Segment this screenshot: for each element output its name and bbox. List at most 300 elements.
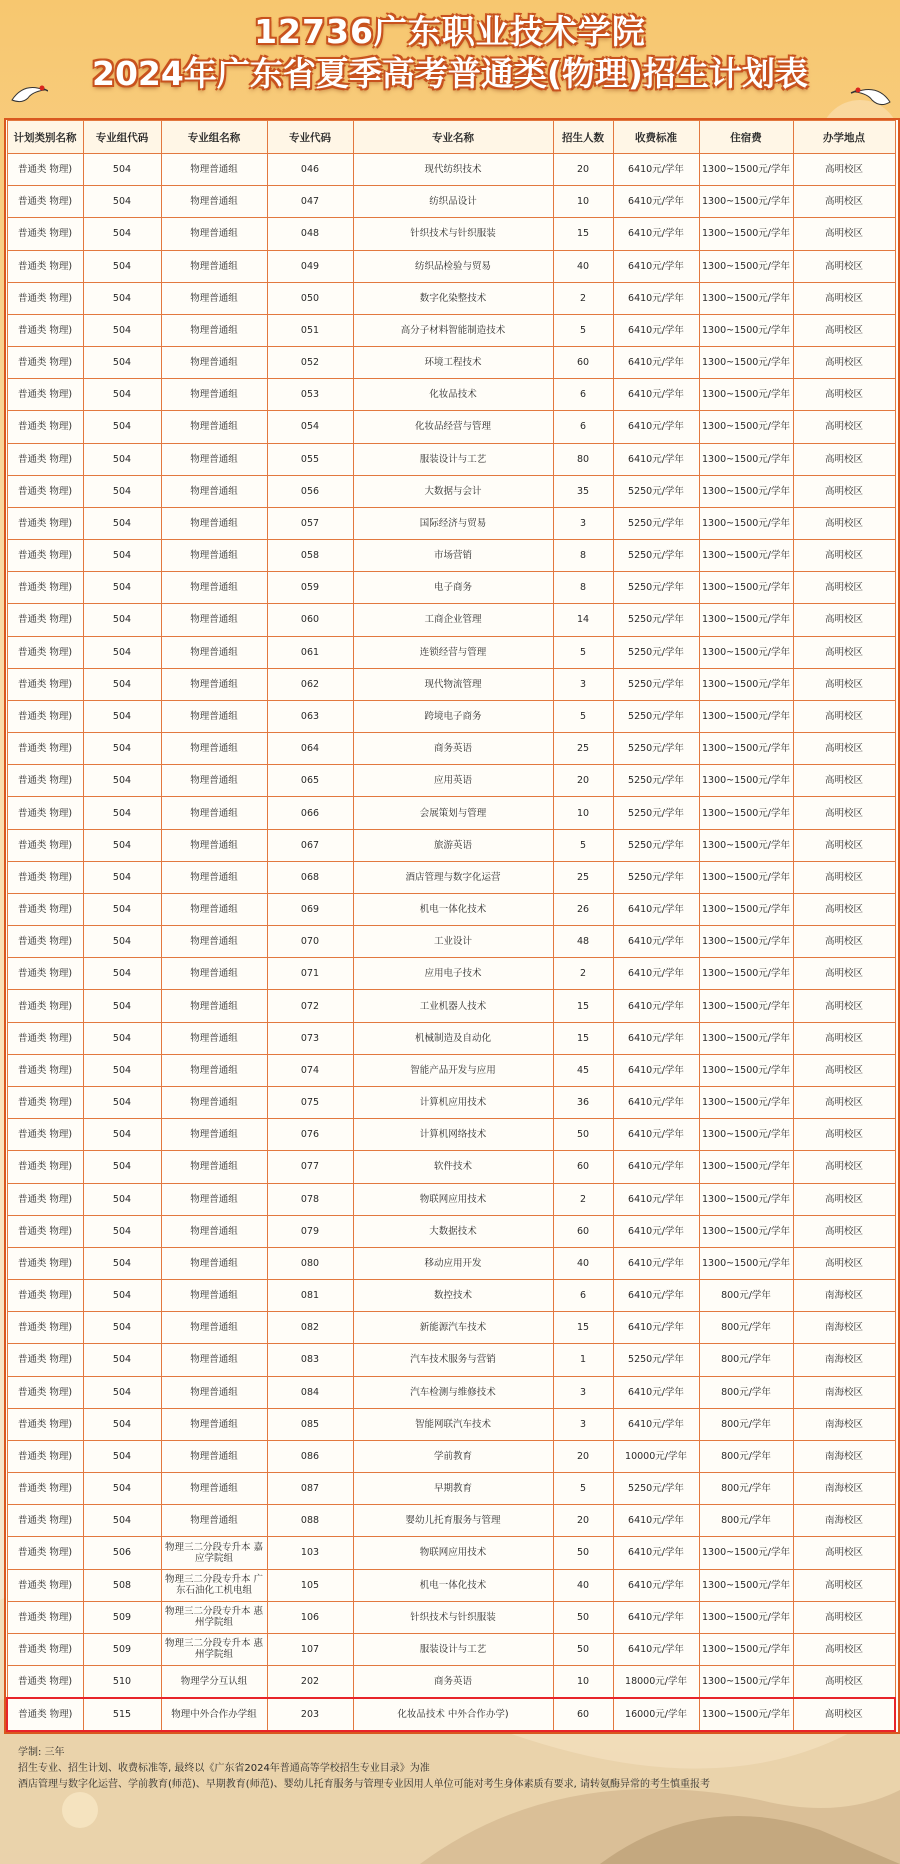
table-cell: 物理三二分段专升本 惠州学院组: [161, 1601, 267, 1633]
table-cell: 服装设计与工艺: [353, 443, 553, 475]
table-cell: 504: [83, 379, 161, 411]
table-cell: 高明校区: [793, 1633, 895, 1665]
table-cell: 普通类 物理): [7, 1086, 83, 1118]
table-cell: 南海校区: [793, 1280, 895, 1312]
table-cell: 物理普通组: [161, 1215, 267, 1247]
table-cell: 504: [83, 668, 161, 700]
table-cell: 086: [267, 1440, 353, 1472]
table-cell: 5250元/学年: [613, 733, 699, 765]
table-cell: 旅游英语: [353, 829, 553, 861]
table-cell: 5: [553, 636, 613, 668]
table-cell: 纺织品检验与贸易: [353, 250, 553, 282]
table-cell: 高明校区: [793, 893, 895, 925]
table-cell: 普通类 物理): [7, 282, 83, 314]
table-cell: 高明校区: [793, 1054, 895, 1086]
table-cell: 049: [267, 250, 353, 282]
table-cell: 南海校区: [793, 1344, 895, 1376]
table-cell: 061: [267, 636, 353, 668]
table-cell: 物理三二分段专升本 嘉应学院组: [161, 1537, 267, 1569]
table-cell: 504: [83, 1247, 161, 1279]
table-cell: 高明校区: [793, 347, 895, 379]
table-cell: 504: [83, 1119, 161, 1151]
table-cell: 60: [553, 1698, 613, 1731]
table-row: [7, 765, 895, 797]
table-cell: 077: [267, 1151, 353, 1183]
table-cell: 050: [267, 282, 353, 314]
table-cell: 1300~1500元/学年: [699, 282, 793, 314]
table-cell: 高明校区: [793, 540, 895, 572]
table-cell: 504: [83, 540, 161, 572]
table-cell: 080: [267, 1247, 353, 1279]
table-cell: 5250元/学年: [613, 572, 699, 604]
table-cell: 大数据与会计: [353, 475, 553, 507]
table-cell: 高明校区: [793, 604, 895, 636]
table-cell: 6410元/学年: [613, 379, 699, 411]
table-cell: 1300~1500元/学年: [699, 990, 793, 1022]
table-cell: 504: [83, 733, 161, 765]
table-cell: 066: [267, 797, 353, 829]
table-cell: 物理普通组: [161, 443, 267, 475]
table-cell: 5: [553, 829, 613, 861]
table-cell: 物理普通组: [161, 218, 267, 250]
table-cell: 普通类 物理): [7, 1183, 83, 1215]
table-cell: 高明校区: [793, 1537, 895, 1569]
table-cell: 054: [267, 411, 353, 443]
table-cell: 504: [83, 1473, 161, 1505]
table-cell: 6410元/学年: [613, 926, 699, 958]
table-cell: 8: [553, 572, 613, 604]
table-cell: 6410元/学年: [613, 990, 699, 1022]
table-cell: 6410元/学年: [613, 1022, 699, 1054]
table-cell: 环境工程技术: [353, 347, 553, 379]
table-cell: 普通类 物理): [7, 1666, 83, 1699]
table-cell: 051: [267, 314, 353, 346]
table-row: [7, 1280, 895, 1312]
table-cell: 6410元/学年: [613, 154, 699, 186]
table-cell: 16000元/学年: [613, 1698, 699, 1731]
table-cell: 物理普通组: [161, 829, 267, 861]
table-cell: 普通类 物理): [7, 1601, 83, 1633]
table-cell: 50: [553, 1601, 613, 1633]
table-cell: 1300~1500元/学年: [699, 1215, 793, 1247]
table-row: [7, 668, 895, 700]
table-cell: 普通类 物理): [7, 1151, 83, 1183]
table-cell: 普通类 物理): [7, 1473, 83, 1505]
table-row: [7, 1151, 895, 1183]
table-cell: 1300~1500元/学年: [699, 1183, 793, 1215]
column-header: 专业名称: [353, 121, 553, 154]
table-cell: 504: [83, 250, 161, 282]
table-cell: 20: [553, 765, 613, 797]
table-cell: 6410元/学年: [613, 347, 699, 379]
table-row: [7, 1183, 895, 1215]
table-cell: 大数据技术: [353, 1215, 553, 1247]
table-cell: 063: [267, 700, 353, 732]
table-cell: 055: [267, 443, 353, 475]
table-cell: 高明校区: [793, 1022, 895, 1054]
table-cell: 1300~1500元/学年: [699, 572, 793, 604]
table-cell: 1300~1500元/学年: [699, 604, 793, 636]
table-cell: 60: [553, 1215, 613, 1247]
table-cell: 物理普通组: [161, 765, 267, 797]
table-cell: 5250元/学年: [613, 765, 699, 797]
table-cell: 60: [553, 1151, 613, 1183]
table-cell: 504: [83, 314, 161, 346]
table-cell: 504: [83, 282, 161, 314]
table-cell: 高明校区: [793, 475, 895, 507]
table-row: [7, 604, 895, 636]
table-cell: 1300~1500元/学年: [699, 540, 793, 572]
table-cell: 物理普通组: [161, 507, 267, 539]
table-cell: 50: [553, 1633, 613, 1665]
table-cell: 056: [267, 475, 353, 507]
table-cell: 3: [553, 1376, 613, 1408]
table-cell: 高明校区: [793, 733, 895, 765]
table-cell: 6410元/学年: [613, 186, 699, 218]
table-row: [7, 636, 895, 668]
table-cell: 2: [553, 1183, 613, 1215]
table-cell: 6410元/学年: [613, 314, 699, 346]
table-row: [7, 186, 895, 218]
table-cell: 087: [267, 1473, 353, 1505]
table-cell: 6: [553, 411, 613, 443]
table-cell: 物理普通组: [161, 1280, 267, 1312]
table-cell: 高明校区: [793, 829, 895, 861]
table-cell: 053: [267, 379, 353, 411]
table-cell: 物理普通组: [161, 1408, 267, 1440]
table-cell: 高明校区: [793, 154, 895, 186]
note-disclaimer: 招生专业、招生计划、收费标准等, 最终以《广东省2024年普通高等学校招生专业目录》为准: [18, 1763, 430, 1774]
table-cell: 504: [83, 861, 161, 893]
table-row: [7, 1698, 895, 1731]
table-cell: 6410元/学年: [613, 1086, 699, 1118]
table-row: [7, 829, 895, 861]
table-cell: 物理普通组: [161, 1473, 267, 1505]
table-cell: 针织技术与针织服装: [353, 218, 553, 250]
table-cell: 069: [267, 893, 353, 925]
table-row: [7, 1569, 895, 1601]
table-cell: 10: [553, 797, 613, 829]
table-cell: 普通类 物理): [7, 475, 83, 507]
table-cell: 物理普通组: [161, 540, 267, 572]
table-cell: 504: [83, 700, 161, 732]
table-cell: 普通类 物理): [7, 250, 83, 282]
table-cell: 物联网应用技术: [353, 1537, 553, 1569]
table-cell: 物理普通组: [161, 958, 267, 990]
table-cell: 服装设计与工艺: [353, 1633, 553, 1665]
table-cell: 南海校区: [793, 1408, 895, 1440]
table-cell: 504: [83, 990, 161, 1022]
table-cell: 6410元/学年: [613, 218, 699, 250]
table-cell: 普通类 物理): [7, 893, 83, 925]
table-cell: 509: [83, 1633, 161, 1665]
table-cell: 5: [553, 700, 613, 732]
notes: [18, 1745, 888, 1793]
table-cell: 5250元/学年: [613, 1473, 699, 1505]
table-cell: 106: [267, 1601, 353, 1633]
table-cell: 1300~1500元/学年: [699, 1537, 793, 1569]
table-cell: 073: [267, 1022, 353, 1054]
table-cell: 普通类 物理): [7, 1569, 83, 1601]
table-cell: 早期教育: [353, 1473, 553, 1505]
table-cell: 20: [553, 1440, 613, 1472]
table-cell: 048: [267, 218, 353, 250]
table-cell: 国际经济与贸易: [353, 507, 553, 539]
table-cell: 普通类 物理): [7, 1119, 83, 1151]
table-cell: 1300~1500元/学年: [699, 1698, 793, 1731]
table-cell: 081: [267, 1280, 353, 1312]
table-cell: 物理普通组: [161, 475, 267, 507]
table-cell: 6: [553, 1280, 613, 1312]
table-cell: 普通类 物理): [7, 379, 83, 411]
table-cell: 高明校区: [793, 218, 895, 250]
table-cell: 化妆品技术: [353, 379, 553, 411]
table-cell: 6410元/学年: [613, 443, 699, 475]
table-cell: 504: [83, 1054, 161, 1086]
table-cell: 物理普通组: [161, 668, 267, 700]
table-cell: 数字化染整技术: [353, 282, 553, 314]
table-cell: 普通类 物理): [7, 1344, 83, 1376]
table-cell: 连锁经营与管理: [353, 636, 553, 668]
table-cell: 高明校区: [793, 1698, 895, 1731]
table-cell: 高明校区: [793, 797, 895, 829]
table-cell: 800元/学年: [699, 1505, 793, 1537]
table-cell: 物联网应用技术: [353, 1183, 553, 1215]
table-cell: 物理普通组: [161, 1086, 267, 1118]
table-cell: 80: [553, 443, 613, 475]
table-cell: 物理普通组: [161, 1119, 267, 1151]
table-cell: 067: [267, 829, 353, 861]
table-cell: 普通类 物理): [7, 1280, 83, 1312]
table-cell: 高明校区: [793, 250, 895, 282]
table-row: [7, 1215, 895, 1247]
table-cell: 高明校区: [793, 507, 895, 539]
table-cell: 应用电子技术: [353, 958, 553, 990]
table-cell: 6410元/学年: [613, 1183, 699, 1215]
table-cell: 083: [267, 1344, 353, 1376]
table-cell: 1300~1500元/学年: [699, 475, 793, 507]
table-row: [7, 700, 895, 732]
table-cell: 高明校区: [793, 958, 895, 990]
table-row: [7, 572, 895, 604]
table-cell: 5250元/学年: [613, 540, 699, 572]
table-cell: 5250元/学年: [613, 861, 699, 893]
title-line-2: 2024年广东省夏季高考普通类(物理)招生计划表: [91, 54, 808, 93]
table-cell: 工商企业管理: [353, 604, 553, 636]
table-cell: 物理普通组: [161, 604, 267, 636]
table-cell: 071: [267, 958, 353, 990]
table-row: [7, 1440, 895, 1472]
table-cell: 1300~1500元/学年: [699, 636, 793, 668]
table-cell: 高明校区: [793, 1247, 895, 1279]
table-cell: 普通类 物理): [7, 572, 83, 604]
table-cell: 高明校区: [793, 668, 895, 700]
table-cell: 化妆品经营与管理: [353, 411, 553, 443]
table-cell: 南海校区: [793, 1376, 895, 1408]
table-cell: 5250元/学年: [613, 668, 699, 700]
table-cell: 普通类 物理): [7, 636, 83, 668]
table-cell: 1300~1500元/学年: [699, 893, 793, 925]
crane-right-icon: [850, 76, 894, 116]
table-cell: 物理普通组: [161, 1183, 267, 1215]
table-cell: 25: [553, 861, 613, 893]
column-header: 专业代码: [267, 121, 353, 154]
table-cell: 800元/学年: [699, 1344, 793, 1376]
table-cell: 高明校区: [793, 186, 895, 218]
table-cell: 普通类 物理): [7, 733, 83, 765]
table-cell: 1300~1500元/学年: [699, 1022, 793, 1054]
table-cell: 物理普通组: [161, 1440, 267, 1472]
table-row: [7, 926, 895, 958]
table-cell: 509: [83, 1601, 161, 1633]
table-cell: 普通类 物理): [7, 1408, 83, 1440]
table-cell: 物理普通组: [161, 893, 267, 925]
table-cell: 075: [267, 1086, 353, 1118]
table-cell: 高明校区: [793, 443, 895, 475]
table-row: [7, 411, 895, 443]
table-cell: 510: [83, 1666, 161, 1699]
table-cell: 普通类 物理): [7, 1215, 83, 1247]
table-cell: 高明校区: [793, 1119, 895, 1151]
table-cell: 1300~1500元/学年: [699, 218, 793, 250]
table-cell: 1300~1500元/学年: [699, 347, 793, 379]
table-cell: 普通类 物理): [7, 540, 83, 572]
table-cell: 高明校区: [793, 1666, 895, 1699]
table-cell: 物理普通组: [161, 1376, 267, 1408]
table-cell: 商务英语: [353, 733, 553, 765]
table-cell: 1300~1500元/学年: [699, 443, 793, 475]
table-cell: 移动应用开发: [353, 1247, 553, 1279]
table-cell: 6410元/学年: [613, 250, 699, 282]
table-cell: 普通类 物理): [7, 990, 83, 1022]
table-cell: 20: [553, 154, 613, 186]
table-cell: 高明校区: [793, 1601, 895, 1633]
table-cell: 504: [83, 1215, 161, 1247]
table-cell: 计算机网络技术: [353, 1119, 553, 1151]
table-cell: 105: [267, 1569, 353, 1601]
table-header-row: [7, 121, 895, 154]
table-cell: 40: [553, 250, 613, 282]
table-cell: 南海校区: [793, 1505, 895, 1537]
table-cell: 物理普通组: [161, 379, 267, 411]
table-row: [7, 1601, 895, 1633]
table-cell: 普通类 物理): [7, 958, 83, 990]
table-cell: 504: [83, 443, 161, 475]
table-cell: 6410元/学年: [613, 1054, 699, 1086]
table-row: [7, 250, 895, 282]
table-cell: 物理普通组: [161, 700, 267, 732]
table-cell: 504: [83, 1408, 161, 1440]
table-cell: 婴幼儿托育服务与管理: [353, 1505, 553, 1537]
table-cell: 504: [83, 475, 161, 507]
table-cell: 60: [553, 347, 613, 379]
table-cell: 504: [83, 1440, 161, 1472]
table-row: [7, 1054, 895, 1086]
table-cell: 6410元/学年: [613, 1312, 699, 1344]
table-cell: 物理普通组: [161, 250, 267, 282]
table-cell: 普通类 物理): [7, 1440, 83, 1472]
crane-left-icon: [8, 72, 48, 112]
table-cell: 普通类 物理): [7, 1505, 83, 1537]
table-cell: 6410元/学年: [613, 1151, 699, 1183]
table-cell: 3: [553, 507, 613, 539]
table-cell: 515: [83, 1698, 161, 1731]
table-cell: 064: [267, 733, 353, 765]
table-cell: 088: [267, 1505, 353, 1537]
table-cell: 高明校区: [793, 636, 895, 668]
table-cell: 058: [267, 540, 353, 572]
table-cell: 40: [553, 1247, 613, 1279]
table-cell: 45: [553, 1054, 613, 1086]
table-cell: 5250元/学年: [613, 797, 699, 829]
table-cell: 18000元/学年: [613, 1666, 699, 1699]
table-cell: 现代物流管理: [353, 668, 553, 700]
table-cell: 物理普通组: [161, 926, 267, 958]
table-cell: 普通类 物理): [7, 443, 83, 475]
table-cell: 1300~1500元/学年: [699, 250, 793, 282]
table-row: [7, 1312, 895, 1344]
table-cell: 5250元/学年: [613, 829, 699, 861]
header: [0, 0, 900, 118]
table-cell: 化妆品技术 中外合作办学): [353, 1698, 553, 1731]
table-cell: 普通类 物理): [7, 154, 83, 186]
table-cell: 物理学分互认组: [161, 1666, 267, 1699]
table-cell: 10: [553, 1666, 613, 1699]
table-cell: 6410元/学年: [613, 1633, 699, 1665]
table-cell: 085: [267, 1408, 353, 1440]
table-cell: 504: [83, 1505, 161, 1537]
table-cell: 高明校区: [793, 1183, 895, 1215]
column-header: 计划类别名称: [7, 121, 83, 154]
table-cell: 酒店管理与数字化运营: [353, 861, 553, 893]
note-duration: 学制: 三年: [18, 1747, 65, 1758]
table-row: [7, 1473, 895, 1505]
table-cell: 504: [83, 1280, 161, 1312]
table-cell: 高明校区: [793, 1215, 895, 1247]
table-row: [7, 154, 895, 186]
table-cell: 15: [553, 1022, 613, 1054]
table-cell: 6410元/学年: [613, 1247, 699, 1279]
table-row: [7, 1666, 895, 1699]
table-cell: 物理普通组: [161, 154, 267, 186]
table-cell: 052: [267, 347, 353, 379]
table-cell: 070: [267, 926, 353, 958]
table-cell: 软件技术: [353, 1151, 553, 1183]
table-cell: 504: [83, 1312, 161, 1344]
table-cell: 物理三二分段专升本 广东石油化工机电组: [161, 1569, 267, 1601]
table-cell: 800元/学年: [699, 1473, 793, 1505]
table-cell: 物理普通组: [161, 411, 267, 443]
table-cell: 1300~1500元/学年: [699, 1247, 793, 1279]
table-cell: 508: [83, 1569, 161, 1601]
table-cell: 6410元/学年: [613, 1215, 699, 1247]
table-row: [7, 443, 895, 475]
table-cell: 079: [267, 1215, 353, 1247]
table-cell: 5250元/学年: [613, 507, 699, 539]
table-cell: 针织技术与针织服装: [353, 1601, 553, 1633]
table-cell: 6410元/学年: [613, 1537, 699, 1569]
table-cell: 1300~1500元/学年: [699, 1119, 793, 1151]
table-cell: 1300~1500元/学年: [699, 379, 793, 411]
column-header: 收费标准: [613, 121, 699, 154]
table-row: [7, 1505, 895, 1537]
table-cell: 10: [553, 186, 613, 218]
table-cell: 普通类 物理): [7, 1312, 83, 1344]
table-cell: 504: [83, 926, 161, 958]
table-cell: 物理普通组: [161, 1312, 267, 1344]
table-cell: 6410元/学年: [613, 1376, 699, 1408]
table-cell: 6410元/学年: [613, 1505, 699, 1537]
